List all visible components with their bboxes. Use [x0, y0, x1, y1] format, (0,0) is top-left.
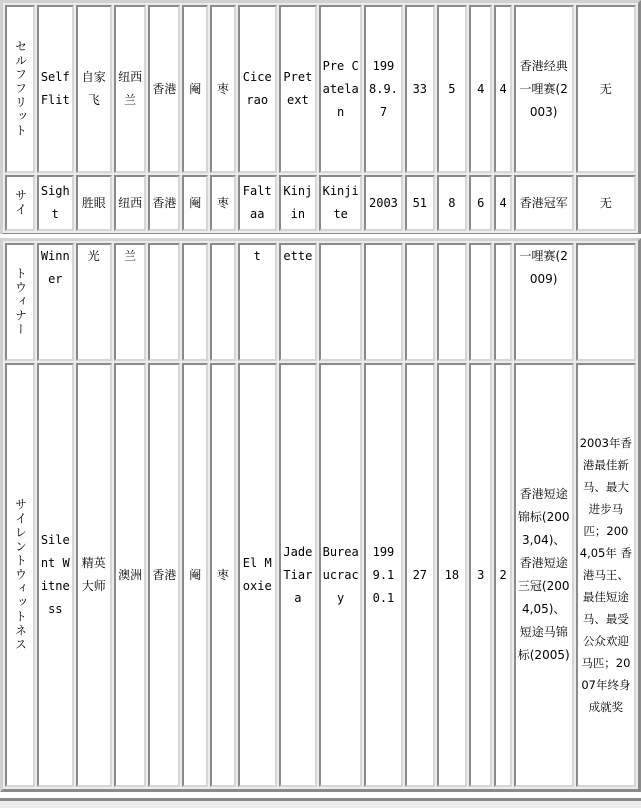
sire: Cicerao [238, 5, 277, 173]
name-chinese: 自家飞 [76, 5, 112, 173]
coat-color: 枣 [210, 363, 236, 787]
birthplace: 澳洲 [114, 363, 146, 787]
starts [405, 243, 435, 361]
honors: 无 [576, 175, 636, 231]
name-chinese: 精英大师 [76, 363, 112, 787]
major-wins: 香港经典一哩赛(2003) [514, 5, 574, 173]
wins: 5 [437, 5, 467, 173]
training-location: 香港 [148, 5, 180, 173]
name-english: Winner [37, 243, 73, 361]
sire: El Moxie [238, 363, 277, 787]
dam-sire: Pre Catelan [319, 5, 362, 173]
table-row [5, 5, 636, 173]
name-japanese: サイレントウィットネス [5, 363, 35, 787]
sex [182, 243, 208, 361]
sire: Faltaa [238, 175, 277, 231]
birthplace: 纽西兰 [114, 5, 146, 173]
dam: Pretext [279, 5, 318, 173]
honors: 2003年香港最佳新马、最大进步马匹；2004,05年 香港马王、最佳短途马、最受公众欢迎马匹；2007年终身成就奖 [576, 363, 636, 787]
name-chinese: 光 [76, 243, 112, 361]
major-wins: 一哩赛(2009) [514, 243, 574, 361]
name-english: Sight [37, 175, 73, 231]
sex: 阉 [182, 5, 208, 173]
birth-date: 1998.9.7 [364, 5, 403, 173]
name-chinese: 胜眼 [76, 175, 112, 231]
dam: Jade Tiara [279, 363, 318, 787]
name-english: Silent Witness [37, 363, 73, 787]
coat-color: 枣 [210, 5, 236, 173]
coat-color: 枣 [210, 175, 236, 231]
seconds: 3 [469, 363, 493, 787]
sire: t [238, 243, 277, 361]
dam: Kinjin [279, 175, 318, 231]
dam-sire [319, 243, 362, 361]
major-wins: 香港冠军 [514, 175, 574, 231]
birth-date: 1999.10.1 [364, 363, 403, 787]
starts: 27 [405, 363, 435, 787]
name-japanese: トウィナー [5, 243, 35, 361]
birth-date [364, 243, 403, 361]
coat-color [210, 243, 236, 361]
training-location [148, 243, 180, 361]
table-row [5, 363, 636, 787]
starts: 51 [405, 175, 435, 231]
seconds [469, 243, 493, 361]
table-row [5, 175, 636, 231]
wins: 18 [437, 363, 467, 787]
birthplace: 兰 [114, 243, 146, 361]
name-japanese: セルフフリット [5, 5, 35, 173]
wins: 8 [437, 175, 467, 231]
wins [437, 243, 467, 361]
birthplace: 纽西 [114, 175, 146, 231]
honors [576, 243, 636, 361]
training-location: 香港 [148, 175, 180, 231]
table-continuation-strip [0, 798, 641, 808]
seconds: 4 [469, 5, 493, 173]
birth-date: 2003 [364, 175, 403, 231]
training-location: 香港 [148, 363, 180, 787]
thirds: 2 [494, 363, 511, 787]
name-japanese: サイ [5, 175, 35, 231]
seconds: 6 [469, 175, 493, 231]
horse-table-part-2 [0, 238, 641, 792]
dam-sire: Bureaucracy [319, 363, 362, 787]
starts: 33 [405, 5, 435, 173]
major-wins: 香港短途锦标(2003,04)、香港短途三冠(2004,05)、短途马锦标(2005) [514, 363, 574, 787]
thirds: 4 [494, 5, 511, 173]
thirds [494, 243, 511, 361]
sex: 阉 [182, 175, 208, 231]
dam: ette [279, 243, 318, 361]
thirds: 4 [494, 175, 511, 231]
table-row [5, 243, 636, 361]
sex: 阉 [182, 363, 208, 787]
dam-sire: Kinjite [319, 175, 362, 231]
horse-table-part-1 [0, 0, 641, 236]
honors: 无 [576, 5, 636, 173]
name-english: Self Flit [37, 5, 73, 173]
